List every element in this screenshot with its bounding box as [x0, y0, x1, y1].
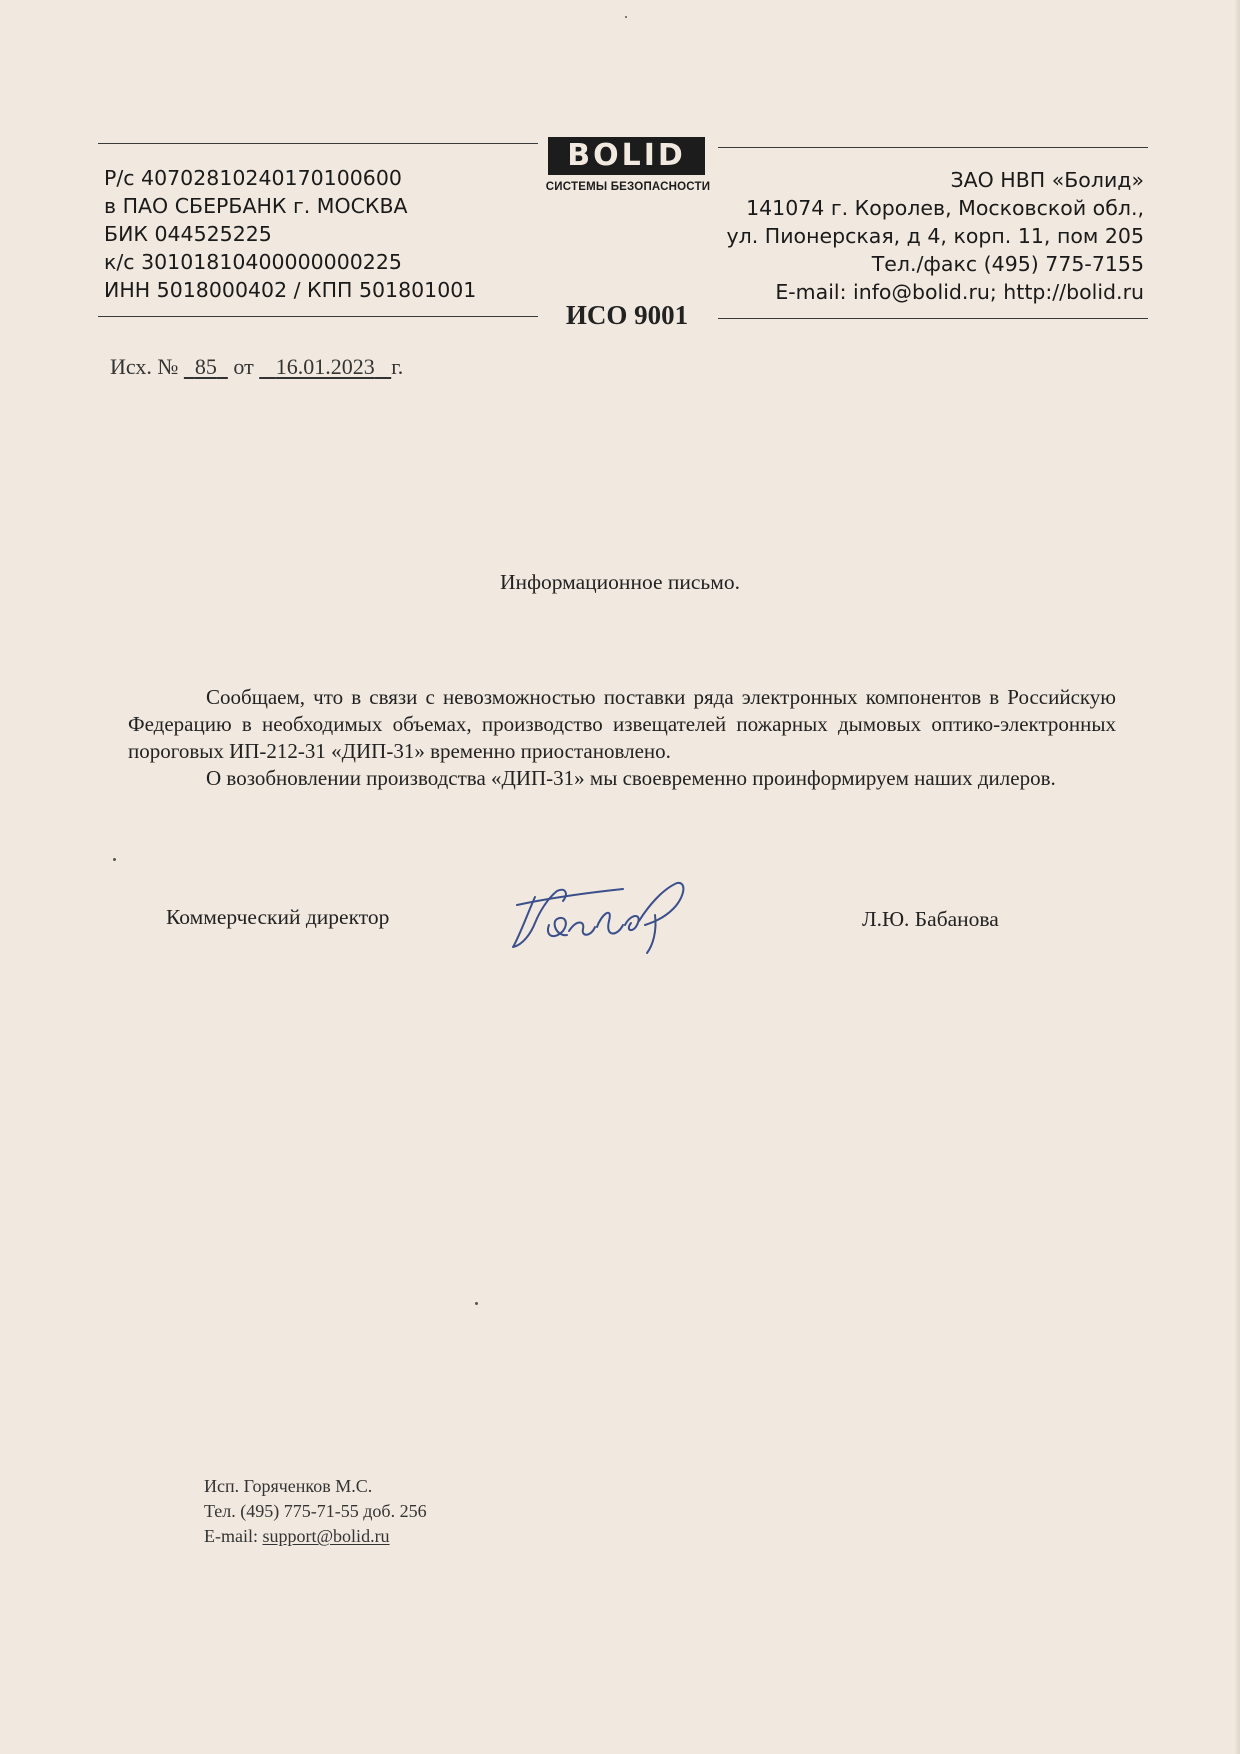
- company-name: ЗАО НВП «Болид»: [950, 168, 1144, 192]
- reference-number: 85: [194, 354, 217, 379]
- executor-email-line: [204, 1524, 427, 1549]
- iso-certification: ИСО 9001: [565, 300, 689, 330]
- executor-phone: Тел. (495) 775-71-55 доб. 256: [204, 1501, 427, 1521]
- bank-account: Р/с 40702810240170100600: [104, 166, 402, 190]
- bank-corr-account: к/с 30101810400000000225: [104, 250, 402, 274]
- executor-email-link[interactable]: support@bolid.ru: [262, 1526, 390, 1546]
- executor-email-label: E-mail:: [204, 1526, 258, 1546]
- header-rule-top-left: [98, 143, 538, 144]
- scan-speck: [625, 16, 627, 18]
- signer-position: Коммерческий директор: [166, 905, 390, 929]
- body-paragraph-1: Сообщаем, что в связи с невозможностью поставки ряда электронных компонентов в Российскую Федерацию в необходимых объемах, производство извещателей пожарных дымовых оптико-электронных пороговых ИП-212-31 «ДИП-31» временно приостановлено.: [128, 685, 1116, 763]
- bank-details: [104, 164, 476, 304]
- page-edge: [1234, 0, 1240, 1754]
- handwritten-signature: [505, 875, 705, 955]
- reference-date: 16.01.2023: [275, 354, 375, 379]
- scan-speck: [475, 1302, 478, 1305]
- logo-tagline: СИСТЕМЫ БЕЗОПАСНОСТИ: [545, 181, 711, 193]
- body-paragraph-2: О возобновлении производства «ДИП-31» мы своевременно проинформируем наших дилеров.: [206, 766, 1056, 790]
- signer-name: Л.Ю. Бабанова: [862, 907, 999, 931]
- letter-title: Информационное письмо.: [500, 570, 740, 594]
- reference-suffix: г.: [391, 354, 404, 379]
- company-email-web: E-mail: info@bolid.ru; http://bolid.ru: [775, 280, 1144, 304]
- bank-name: в ПАО СБЕРБАНК г. МОСКВА: [104, 194, 408, 218]
- company-details: [624, 166, 1144, 306]
- reference-prefix: Исх. №: [110, 354, 179, 379]
- company-phone: Тел./факс (495) 775-7155: [871, 252, 1144, 276]
- company-street: ул. Пионерская, д 4, корп. 11, пом 205: [726, 224, 1144, 248]
- letter-body: [128, 684, 1116, 792]
- logo-brand: BOLID: [567, 138, 686, 173]
- bank-inn-kpp: ИНН 5018000402 / КПП 501801001: [104, 278, 477, 302]
- executor-contact: [204, 1474, 427, 1549]
- company-city: 141074 г. Королев, Московской обл.,: [746, 196, 1144, 220]
- executor-name: Исп. Горяченков М.С.: [204, 1476, 373, 1496]
- header-rule-bottom-right: [718, 318, 1148, 319]
- header-rule-bottom-left: [98, 316, 538, 317]
- scan-speck: [113, 858, 116, 861]
- header-rule-top-right: [718, 147, 1148, 148]
- reference-date-prefix: от: [233, 354, 254, 379]
- outgoing-reference: [110, 354, 403, 380]
- bank-bik: БИК 044525225: [104, 222, 272, 246]
